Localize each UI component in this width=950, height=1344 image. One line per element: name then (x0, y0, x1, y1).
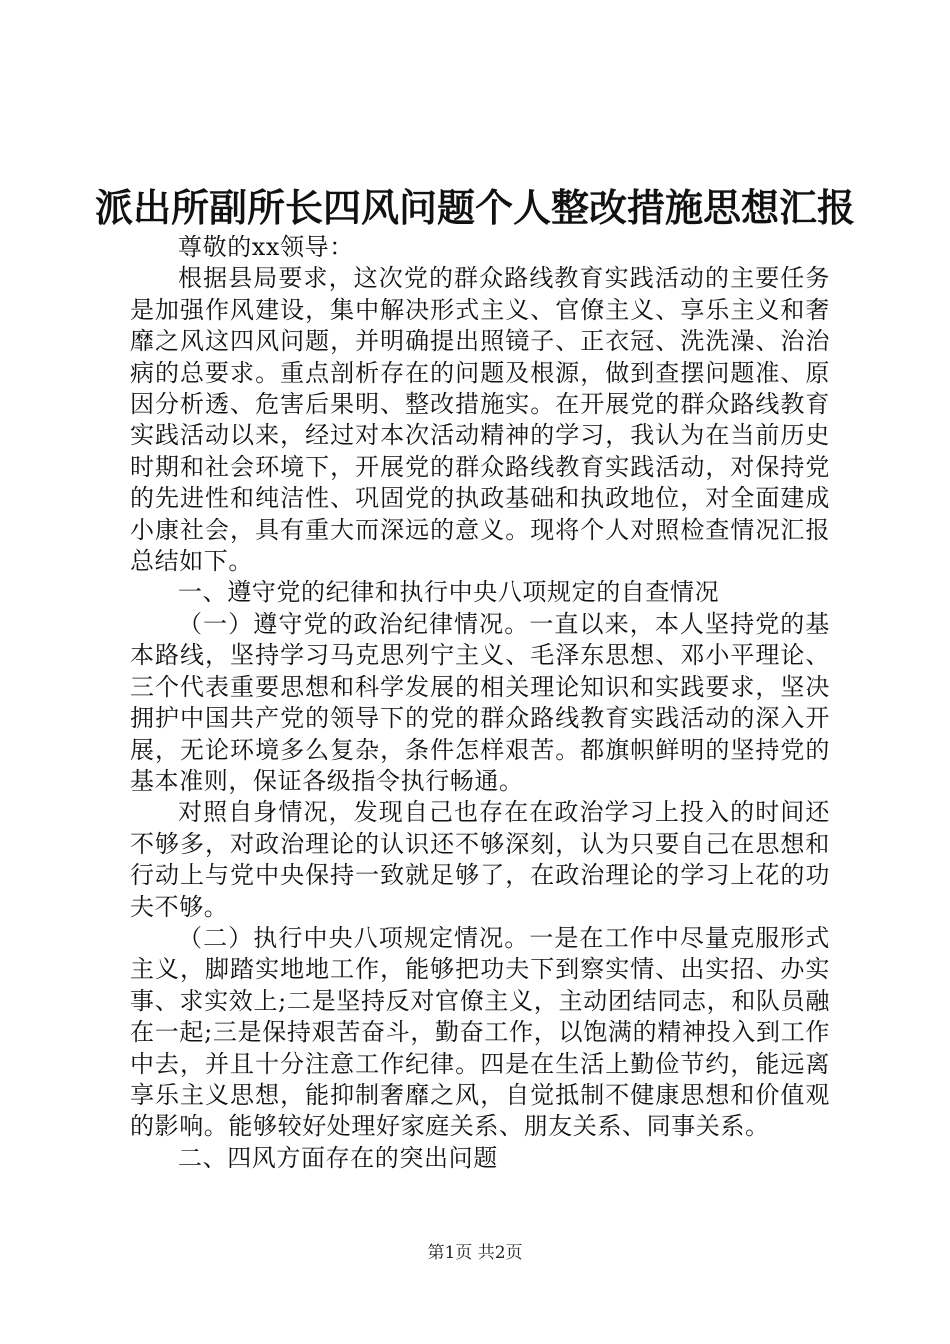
section-heading-1: 一、遵守党的纪律和执行中央八项规定的自查情况 (178, 578, 720, 607)
document-body (130, 232, 830, 1174)
document-title: 派出所副所长四风问题个人整改措施思想汇报 (94, 185, 855, 230)
paragraph-intro: 根据县局要求，这次党的群众路线教育实践活动的主要任务是加强作风建设，集中解决形式主义、官僚主义、享乐主义和奢靡之风这四风问题，并明确提出照镜子、正衣冠、洗洗澡、治治病的总要求。重点剖析存在的问题及根源，做到查摆问题准、原因分析透、危害后果明、整改措施实。在开展党的群众路线教育实践活动以来，经过对本次活动精神的学习，我认为在当前历史时期和社会环境下，开展党的群众路线教育实践活动，对保持党的先进性和纯洁性、巩固党的执政基础和执政地位，对全面建成小康社会，具有重大而深远的意义。现将个人对照检查情况汇报总结如下。 (130, 264, 830, 576)
paragraph-political-discipline: （一）遵守党的政治纪律情况。一直以来，本人坚持党的基本路线，坚持学习马克思列宁主义、毛泽东思想、邓小平理论、三个代表重要思想和科学发展的相关理论知识和实践要求，坚决拥护中国共产党的领导下的党的群众路线教育实践活动的深入开展，无论环境多么复杂，条件怎样艰苦。都旗帜鲜明的坚持党的基本准则，保证各级指令执行畅通。 (130, 609, 830, 795)
salutation: 尊敬的xx领导： (178, 233, 354, 261)
paragraph-eight-rules: （二）执行中央八项规定情况。一是在工作中尽量克服形式主义，脚踏实地地工作，能够把功夫下到察实情、出实招、办实事、求实效上;二是坚持反对官僚主义，主动团结同志，和队员融在一起;三是保持艰苦奋斗，勤奋工作，以饱满的精神投入到工作中去，并且十分注意工作纪律。四是在生活上勤俭节约，能远离享乐主义思想，能抑制奢靡之风，自觉抵制不健康思想和价值观的影响。能够较好处理好家庭关系、朋友关系、同事关系。 (130, 923, 830, 1141)
section-heading-2: 二、四风方面存在的突出问题 (178, 1143, 498, 1172)
paragraph-self-review: 对照自身情况，发现自己也存在在政治学习上投入的时间还不够多，对政治理论的认识还不够深刻，认为只要自己在思想和行动上与党中央保持一致就足够了，在政治理论的学习上花的功夫不够。 (130, 798, 830, 921)
page-number-footer: 第1页 共2页 (427, 1243, 523, 1263)
